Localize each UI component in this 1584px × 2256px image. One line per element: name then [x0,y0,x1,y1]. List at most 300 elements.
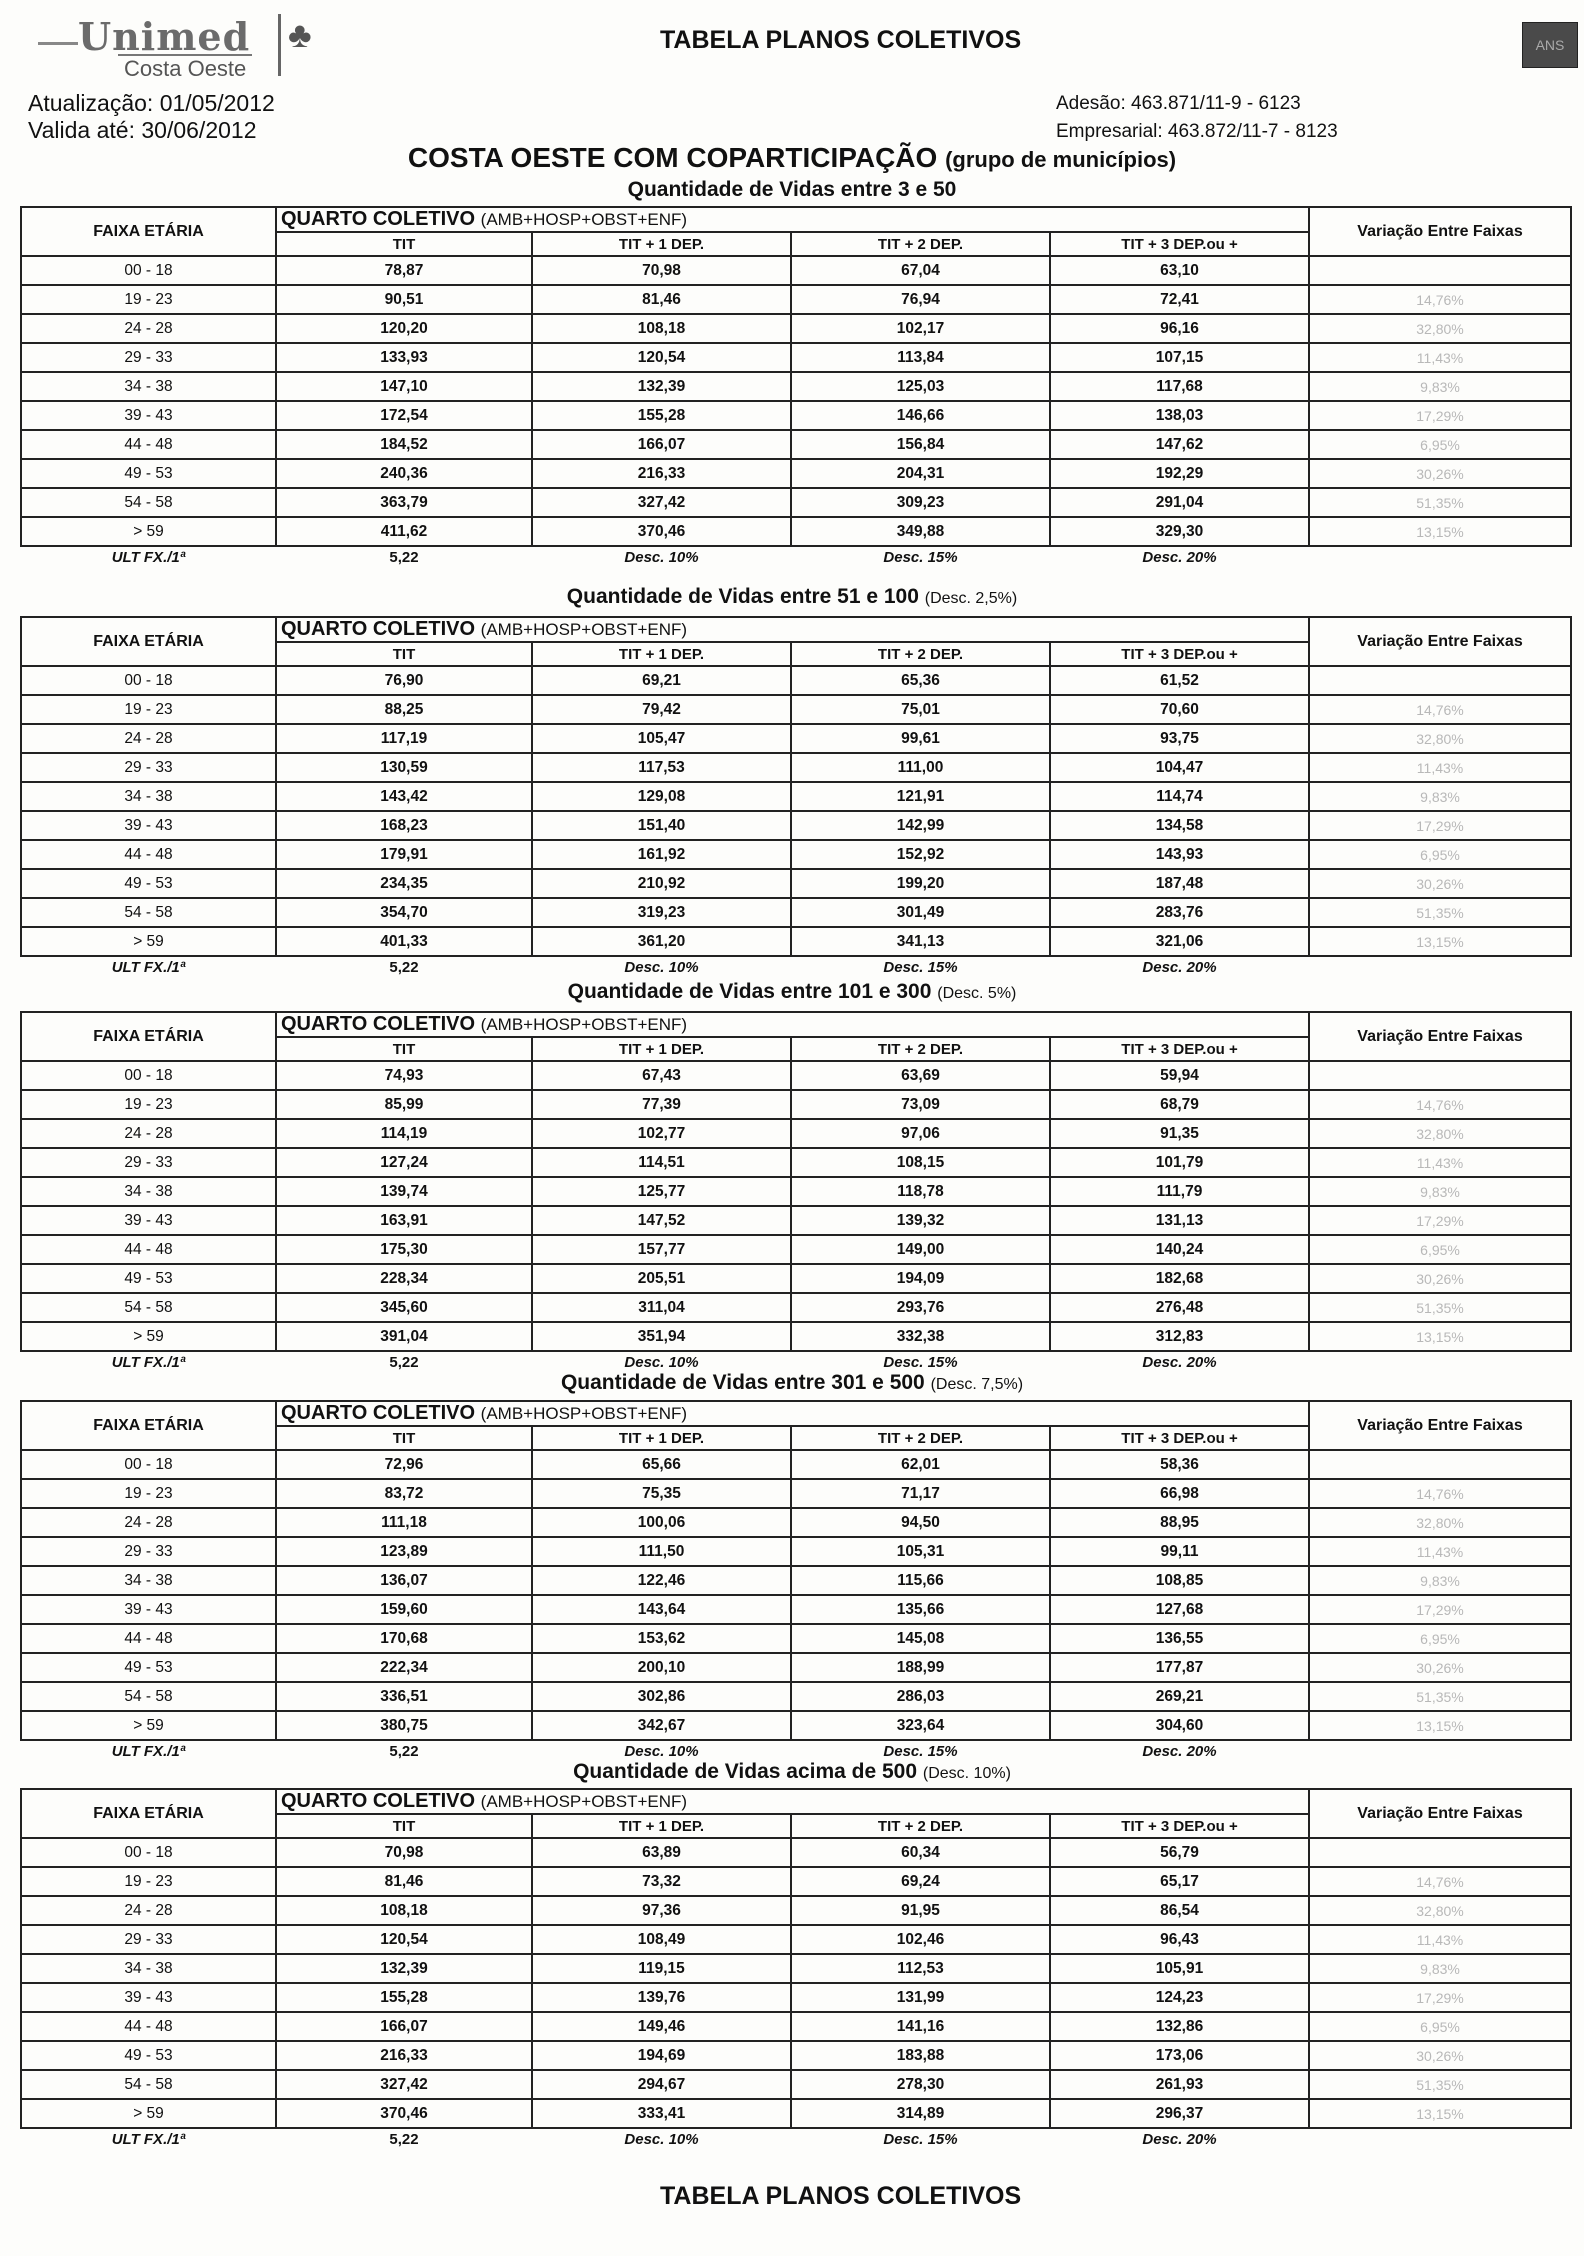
logo-rule [38,42,78,45]
price-cell: 129,08 [532,782,791,811]
variation-cell: 9,83% [1309,782,1571,811]
variation-cell: 9,83% [1309,372,1571,401]
variation-cell: 9,83% [1309,1566,1571,1595]
price-cell: 127,68 [1050,1595,1309,1624]
age-range-cell: 39 - 43 [21,1206,276,1235]
price-cell: 205,51 [532,1264,791,1293]
price-cell: 152,92 [791,840,1050,869]
price-cell: 99,11 [1050,1537,1309,1566]
price-cell: 134,58 [1050,811,1309,840]
age-range-cell: 19 - 23 [21,1090,276,1119]
price-cell: 157,77 [532,1235,791,1264]
price-cell: 117,19 [276,724,532,753]
faixa-etaria-header: FAIXA ETÁRIA [21,1401,276,1450]
plan-coverage: (AMB+HOSP+OBST+ENF) [480,1015,688,1034]
price-cell: 118,78 [791,1177,1050,1206]
price-cell: 122,46 [532,1566,791,1595]
price-cell: 147,62 [1050,430,1309,459]
variation-cell: 51,35% [1309,1293,1571,1322]
variation-cell: 30,26% [1309,2041,1571,2070]
price-cell: 76,90 [276,666,532,695]
price-cell: 108,18 [532,314,791,343]
price-cell: 323,64 [791,1711,1050,1740]
price-cell: 111,50 [532,1537,791,1566]
column-header-tit2: TIT + 2 DEP. [791,642,1050,666]
variation-cell: 6,95% [1309,430,1571,459]
footer-label: ULT FX./1ª [111,548,186,566]
variation-cell: 51,35% [1309,898,1571,927]
age-range-cell: 49 - 53 [21,1653,276,1682]
plan-name: QUARTO COLETIVO [281,208,476,230]
price-cell: 312,83 [1050,1322,1309,1351]
variation-cell: 51,35% [1309,1682,1571,1711]
table-row [21,811,1571,840]
variation-cell: 32,80% [1309,1508,1571,1537]
table-row [21,1450,1571,1479]
price-cell: 269,21 [1050,1682,1309,1711]
price-cell: 135,66 [791,1595,1050,1624]
block-title-text: Quantidade de Vidas entre 101 e 300 [567,980,932,1003]
variacao-header: Variação Entre Faixas [1309,1401,1571,1450]
price-cell: 105,91 [1050,1954,1309,1983]
price-cell: 301,49 [791,898,1050,927]
table-row [21,1177,1571,1206]
ans-badge: ANS [1522,22,1578,68]
unimed-logo [38,14,368,80]
price-cell: 96,43 [1050,1925,1309,1954]
price-cell: 65,66 [532,1450,791,1479]
variation-cell: 14,76% [1309,1867,1571,1896]
age-range-cell: 00 - 18 [21,1061,276,1090]
price-cell: 159,60 [276,1595,532,1624]
price-cell: 291,04 [1050,488,1309,517]
variation-cell: 11,43% [1309,1148,1571,1177]
price-cell: 143,64 [532,1595,791,1624]
footer-empty [1309,1740,1571,1761]
price-cell: 161,92 [532,840,791,869]
price-cell: 345,60 [276,1293,532,1322]
document-title: TABELA PLANOS COLETIVOS [660,26,1022,54]
variation-cell: 13,15% [1309,517,1571,546]
column-header-tit1: TIT + 1 DEP. [532,642,791,666]
price-cell: 411,62 [276,517,532,546]
table-row [21,695,1571,724]
price-cell: 133,93 [276,343,532,372]
header-row [21,1789,1571,1814]
price-cell: 79,42 [532,695,791,724]
price-cell: 102,77 [532,1119,791,1148]
price-cell: 68,79 [1050,1090,1309,1119]
footer-label: ULT FX./1ª [111,1742,186,1760]
price-cell: 146,66 [791,401,1050,430]
column-header-tit1: TIT + 1 DEP. [532,232,791,256]
price-cell: 96,16 [1050,314,1309,343]
variation-cell: 32,80% [1309,1896,1571,1925]
price-cell: 114,51 [532,1148,791,1177]
price-cell: 156,84 [791,430,1050,459]
age-range-cell: 54 - 58 [21,488,276,517]
variation-cell: 13,15% [1309,2099,1571,2128]
price-cell: 370,46 [276,2099,532,2128]
age-range-cell: > 59 [21,2099,276,2128]
variation-cell: 6,95% [1309,1235,1571,1264]
table-row [21,1653,1571,1682]
subtitle-main: COSTA OESTE COM COPARTICIPAÇÃO [407,142,938,173]
price-cell: 309,23 [791,488,1050,517]
price-cell: 86,54 [1050,1896,1309,1925]
age-range-cell: 24 - 28 [21,1508,276,1537]
age-range-cell: 00 - 18 [21,1450,276,1479]
price-table [20,1011,1572,1372]
age-range-cell: 44 - 48 [21,2012,276,2041]
subtitle-note: (grupo de municípios) [945,147,1177,172]
price-cell: 166,07 [276,2012,532,2041]
price-cell: 147,52 [532,1206,791,1235]
table-row [21,1566,1571,1595]
age-range-cell: 24 - 28 [21,724,276,753]
column-header-tit1: TIT + 1 DEP. [532,1037,791,1061]
variation-cell: 13,15% [1309,927,1571,956]
price-cell: 314,89 [791,2099,1050,2128]
age-range-cell: 49 - 53 [21,2041,276,2070]
table-row [21,1090,1571,1119]
price-cell: 173,06 [1050,2041,1309,2070]
price-cell: 182,68 [1050,1264,1309,1293]
footer-label: ULT FX./1ª [111,1353,186,1371]
ratio-row [21,956,1571,977]
variacao-header: Variação Entre Faixas [1309,1012,1571,1061]
plan-header [276,207,1309,232]
price-cell: 67,43 [532,1061,791,1090]
price-cell: 117,53 [532,753,791,782]
price-cell: 73,32 [532,1867,791,1896]
plan-header [276,617,1309,642]
price-cell: 123,89 [276,1537,532,1566]
price-cell: 172,54 [276,401,532,430]
empresarial-registration: Empresarial: 463.872/11-7 - 8123 [1056,121,1338,142]
table-row [21,1235,1571,1264]
price-cell: 184,52 [276,430,532,459]
price-cell: 140,24 [1050,1235,1309,1264]
block-title-note: (Desc. 7,5%) [930,1376,1024,1393]
table-row [21,1838,1571,1867]
footer-ratio: 5,22 [389,1353,419,1371]
plan-coverage: (AMB+HOSP+OBST+ENF) [480,210,688,229]
faixa-etaria-header: FAIXA ETÁRIA [21,617,276,666]
header-row [21,1012,1571,1037]
price-cell: 114,19 [276,1119,532,1148]
table-row [21,1624,1571,1653]
price-cell: 63,89 [532,1838,791,1867]
variation-cell [1309,1838,1571,1867]
price-cell: 170,68 [276,1624,532,1653]
price-cell: 125,03 [791,372,1050,401]
price-cell: 72,41 [1050,285,1309,314]
age-range-cell: 29 - 33 [21,753,276,782]
price-cell: 149,00 [791,1235,1050,1264]
table-row [21,1508,1571,1537]
price-cell: 125,77 [532,1177,791,1206]
price-cell: 101,79 [1050,1148,1309,1177]
price-cell: 351,94 [532,1322,791,1351]
column-header-tit: TIT [276,232,532,256]
variation-cell: 17,29% [1309,1595,1571,1624]
price-cell: 188,99 [791,1653,1050,1682]
price-cell: 132,39 [532,372,791,401]
price-cell: 341,13 [791,927,1050,956]
age-range-cell: 54 - 58 [21,2070,276,2099]
variation-cell: 11,43% [1309,343,1571,372]
ratio-row [21,2128,1571,2149]
plan-name: QUARTO COLETIVO [281,618,476,640]
age-range-cell: 19 - 23 [21,695,276,724]
age-range-cell: 34 - 38 [21,782,276,811]
price-cell: 380,75 [276,1711,532,1740]
table-row [21,898,1571,927]
price-cell: 69,21 [532,666,791,695]
age-range-cell: > 59 [21,517,276,546]
price-cell: 113,84 [791,343,1050,372]
variation-cell: 30,26% [1309,1264,1571,1293]
logo-wordmark: Unimed [78,14,251,59]
price-table [20,1788,1572,2149]
price-cell: 142,99 [791,811,1050,840]
page-subtitle [0,142,1584,174]
price-cell: 94,50 [791,1508,1050,1537]
price-cell: 108,15 [791,1148,1050,1177]
table-row [21,1896,1571,1925]
price-cell: 234,35 [276,869,532,898]
column-header-tit2: TIT + 2 DEP. [791,1037,1050,1061]
variation-cell: 14,76% [1309,695,1571,724]
plan-header [276,1012,1309,1037]
ratio-row [21,546,1571,567]
plan-name: QUARTO COLETIVO [281,1402,476,1424]
variation-cell: 30,26% [1309,869,1571,898]
table-row [21,2041,1571,2070]
footer-d1: Desc. 10% [624,2130,699,2148]
table-row [21,1925,1571,1954]
column-header-tit: TIT [276,1426,532,1450]
variation-cell: 13,15% [1309,1322,1571,1351]
price-cell: 222,34 [276,1653,532,1682]
variacao-header: Variação Entre Faixas [1309,207,1571,256]
block-title [0,1760,1584,1784]
age-range-cell: > 59 [21,1322,276,1351]
footer-empty [1309,2128,1571,2149]
price-cell: 194,69 [532,2041,791,2070]
header-row [21,207,1571,232]
table-row [21,2070,1571,2099]
table-row [21,1983,1571,2012]
price-cell: 66,98 [1050,1479,1309,1508]
footer-d3: Desc. 20% [1142,548,1217,566]
block-title-text: Quantidade de Vidas entre 301 e 500 [560,1371,925,1394]
age-range-cell: 49 - 53 [21,1264,276,1293]
age-range-cell: 54 - 58 [21,1293,276,1322]
footer-ratio: 5,22 [389,2130,419,2148]
footer-d3: Desc. 20% [1142,2130,1217,2148]
footer-empty [1309,956,1571,977]
logo-subtitle: Costa Oeste [118,54,252,82]
price-cell: 149,46 [532,2012,791,2041]
table-row [21,1293,1571,1322]
price-cell: 111,00 [791,753,1050,782]
price-cell: 69,24 [791,1867,1050,1896]
price-cell: 155,28 [532,401,791,430]
header-row [21,617,1571,642]
ratio-row [21,1351,1571,1372]
age-range-cell: 19 - 23 [21,285,276,314]
price-cell: 151,40 [532,811,791,840]
price-cell: 177,87 [1050,1653,1309,1682]
price-cell: 327,42 [276,2070,532,2099]
column-header-tit3: TIT + 3 DEP.ou + [1050,1037,1309,1061]
block-title-note: (Desc. 5%) [937,985,1017,1002]
footer-d1: Desc. 10% [624,1353,699,1371]
price-cell: 75,35 [532,1479,791,1508]
footer-d3: Desc. 20% [1142,1742,1217,1760]
price-cell: 294,67 [532,2070,791,2099]
price-cell: 74,93 [276,1061,532,1090]
price-cell: 105,47 [532,724,791,753]
age-range-cell: 00 - 18 [21,666,276,695]
price-cell: 342,67 [532,1711,791,1740]
price-cell: 70,60 [1050,695,1309,724]
faixa-etaria-header: FAIXA ETÁRIA [21,1012,276,1061]
table-row [21,869,1571,898]
price-cell: 278,30 [791,2070,1050,2099]
table-row [21,256,1571,285]
price-cell: 60,34 [791,1838,1050,1867]
price-cell: 228,34 [276,1264,532,1293]
price-cell: 56,79 [1050,1838,1309,1867]
footer-label: ULT FX./1ª [111,958,186,976]
price-cell: 76,94 [791,285,1050,314]
variacao-header: Variação Entre Faixas [1309,617,1571,666]
variation-cell: 30,26% [1309,459,1571,488]
column-header-tit3: TIT + 3 DEP.ou + [1050,232,1309,256]
faixa-etaria-header: FAIXA ETÁRIA [21,1789,276,1838]
price-cell: 62,01 [791,1450,1050,1479]
faixa-etaria-header: FAIXA ETÁRIA [21,207,276,256]
price-cell: 311,04 [532,1293,791,1322]
column-header-tit3: TIT + 3 DEP.ou + [1050,1814,1309,1838]
table-row [21,517,1571,546]
price-cell: 112,53 [791,1954,1050,1983]
price-cell: 131,99 [791,1983,1050,2012]
variation-cell: 30,26% [1309,1653,1571,1682]
price-cell: 141,16 [791,2012,1050,2041]
table-row [21,840,1571,869]
footer-d2: Desc. 15% [883,548,958,566]
age-range-cell: 29 - 33 [21,1148,276,1177]
footer-empty [1309,1351,1571,1372]
adesao-registration: Adesão: 463.871/11-9 - 6123 [1056,93,1301,114]
table-row [21,488,1571,517]
plan-name: QUARTO COLETIVO [281,1013,476,1035]
table-row [21,2099,1571,2128]
age-range-cell: 49 - 53 [21,869,276,898]
registration-block [1056,90,1338,146]
age-range-cell: > 59 [21,927,276,956]
price-cell: 100,06 [532,1508,791,1537]
table-row [21,1206,1571,1235]
price-cell: 120,54 [276,1925,532,1954]
price-cell: 143,93 [1050,840,1309,869]
plan-coverage: (AMB+HOSP+OBST+ENF) [480,1792,688,1811]
table-row [21,1061,1571,1090]
price-cell: 102,17 [791,314,1050,343]
price-cell: 72,96 [276,1450,532,1479]
footer-d2: Desc. 15% [883,2130,958,2148]
footer-d2: Desc. 15% [883,1742,958,1760]
price-cell: 401,33 [276,927,532,956]
table-row [21,1711,1571,1740]
block-title [0,980,1584,1004]
price-cell: 131,13 [1050,1206,1309,1235]
block-title-note: (Desc. 2,5%) [924,590,1018,607]
plan-coverage: (AMB+HOSP+OBST+ENF) [480,1404,688,1423]
variation-cell: 17,29% [1309,1206,1571,1235]
price-cell: 78,87 [276,256,532,285]
age-range-cell: 39 - 43 [21,1983,276,2012]
price-cell: 204,31 [791,459,1050,488]
price-cell: 139,74 [276,1177,532,1206]
price-table [20,616,1572,977]
price-cell: 67,04 [791,256,1050,285]
footer-d1: Desc. 10% [624,958,699,976]
price-cell: 361,20 [532,927,791,956]
price-cell: 59,94 [1050,1061,1309,1090]
column-header-tit2: TIT + 2 DEP. [791,232,1050,256]
header-row [21,1401,1571,1426]
variation-cell: 14,76% [1309,285,1571,314]
plan-coverage: (AMB+HOSP+OBST+ENF) [480,620,688,639]
price-cell: 124,23 [1050,1983,1309,2012]
footer-ratio: 5,22 [389,548,419,566]
age-range-cell: 19 - 23 [21,1867,276,1896]
footer-d3: Desc. 20% [1142,958,1217,976]
price-cell: 97,36 [532,1896,791,1925]
price-cell: 304,60 [1050,1711,1309,1740]
block-title-text: Quantidade de Vidas entre 3 e 50 [627,178,957,201]
age-range-cell: 39 - 43 [21,811,276,840]
table-row [21,1148,1571,1177]
table-row [21,2012,1571,2041]
age-range-cell: 34 - 38 [21,1566,276,1595]
price-cell: 132,86 [1050,2012,1309,2041]
price-cell: 175,30 [276,1235,532,1264]
price-cell: 192,29 [1050,459,1309,488]
dates-block [28,90,275,144]
age-range-cell: 44 - 48 [21,430,276,459]
price-cell: 363,79 [276,488,532,517]
price-cell: 336,51 [276,1682,532,1711]
age-range-cell: 54 - 58 [21,1682,276,1711]
table-row [21,753,1571,782]
age-range-cell: 39 - 43 [21,401,276,430]
price-cell: 77,39 [532,1090,791,1119]
block-title [0,1371,1584,1395]
table-row [21,430,1571,459]
price-cell: 136,07 [276,1566,532,1595]
age-range-cell: 29 - 33 [21,1537,276,1566]
variation-cell: 6,95% [1309,2012,1571,2041]
column-header-tit3: TIT + 3 DEP.ou + [1050,642,1309,666]
column-header-tit: TIT [276,642,532,666]
price-cell: 333,41 [532,2099,791,2128]
